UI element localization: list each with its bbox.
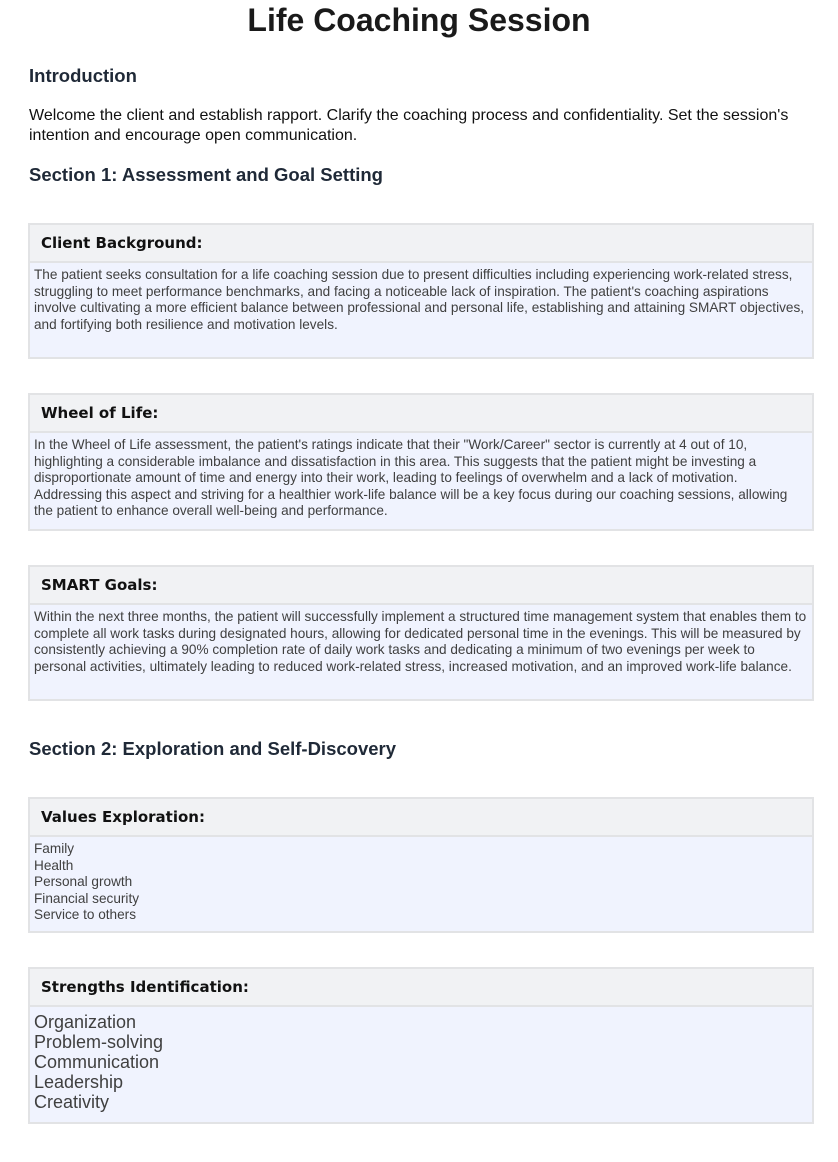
page-title: Life Coaching Session [247, 2, 591, 38]
intro-text: Welcome the client and establish rapport. Clarify the coaching process and confidentiality. Set the session's intention and encourage open communication. [29, 107, 789, 144]
list-item: Organization [34, 1012, 137, 1032]
strengths-label: Strengths Identification: [30, 969, 812, 1007]
values-box [28, 797, 814, 933]
smart-goals-box [28, 565, 814, 701]
list-item: Financial security [34, 890, 140, 906]
wheel-of-life-text: In the Wheel of Life assessment, the patient's ratings indicate that their "Work/Career" sector is currently at 4 out of 10, highlighting a considerable imbalance and dissatisfaction in this area. This suggests that the patient might be investing a disproportionate amount of time and energy into their work, leading to feelings of overwhelm and a lack of motivation. Addressing this aspect and striving for a healthier work-life balance will be a key focus during our coaching sessions, allowing the patient to enhance overall well-being and performance. [34, 437, 788, 519]
section2-heading: Section 2: Exploration and Self-Discovery [29, 738, 397, 759]
smart-goals-label: SMART Goals: [30, 567, 812, 605]
list-item: Creativity [34, 1092, 110, 1112]
values-list [30, 837, 812, 928]
values-label: Values Exploration: [30, 799, 812, 837]
section1-heading: Section 1: Assessment and Goal Setting [29, 164, 383, 185]
client-background-text: The patient seeks consultation for a life coaching session due to present difficulties including experiencing work-related stress, struggling to meet performance benchmarks, and facing a noticeable lack of inspiration. The patient's coaching aspirations involve cultivating a more efficient balance between professional and personal life, establishing and attaining SMART objectives, and fortifying both resilience and motivation levels. [34, 267, 805, 332]
client-background-label: Client Background: [30, 225, 812, 263]
strengths-box [28, 967, 814, 1124]
smart-goals-text: Within the next three months, the patient will successfully implement a structured time management system that enables them to complete all work tasks during designated hours, allowing for dedicated personal time in the evenings. This will be measured by consistently achieving a 90% completion rate of daily work tasks and dedicating a minimum of two evenings per week to personal activities, ultimately leading to reduced work-related stress, increased motivation, and an improved work-life balance. [34, 609, 807, 674]
wheel-of-life-label: Wheel of Life: [30, 395, 812, 433]
list-item: Personal growth [34, 874, 133, 890]
list-item: Communication [34, 1052, 160, 1072]
list-item: Problem-solving [34, 1032, 164, 1052]
intro-heading: Introduction [29, 65, 137, 86]
list-item: Health [34, 857, 74, 873]
list-item: Leadership [34, 1072, 124, 1092]
client-background-box [28, 223, 814, 359]
strengths-list [30, 1007, 812, 1116]
list-item: Service to others [34, 907, 136, 923]
list-item: Family [34, 841, 75, 856]
wheel-of-life-box [28, 393, 814, 531]
